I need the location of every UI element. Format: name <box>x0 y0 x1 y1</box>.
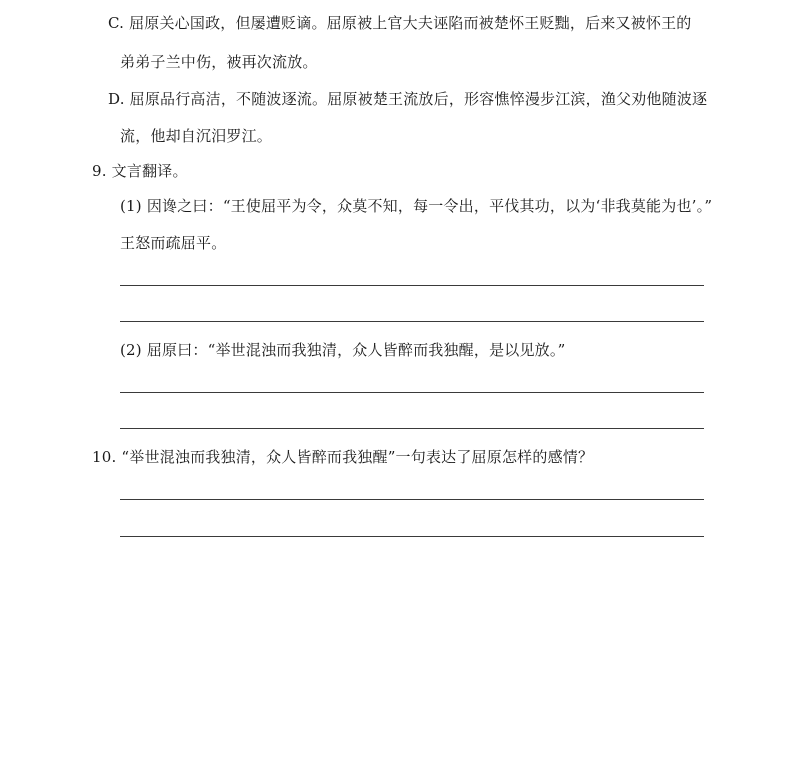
answer-line-9-2a[interactable] <box>120 392 704 393</box>
answer-line-9-1b[interactable] <box>120 321 704 322</box>
option-d-line-2: 流，他却自沉汨罗江。 <box>120 127 273 145</box>
option-d-line-1: D. 屈原品行高洁，不随波逐流。屈原被楚王流放后，形容憔悴漫步江滨，渔父劝他随波逐 <box>108 90 708 108</box>
option-c-line-1: C. 屈原关心国政，但屡遭贬谪。屈原被上官大夫诬陷而被楚怀王贬黜，后来又被怀王的 <box>108 14 692 32</box>
question-9-part-1-line-2: 王怒而疏屈平。 <box>120 234 227 252</box>
question-10-title: 10. “举世混浊而我独清，众人皆醉而我独醒”一句表达了屈原怎样的感情？ <box>92 448 594 466</box>
answer-line-10b[interactable] <box>120 536 704 537</box>
question-9-part-1-line-1: (1) 因谗之曰：“王使屈平为令，众莫不知，每一令出，平伐其功，以为‘非我莫能为也’。” <box>120 197 713 215</box>
answer-line-10a[interactable] <box>120 499 704 500</box>
option-c-line-2: 弟弟子兰中伤，被再次流放。 <box>120 53 318 71</box>
question-9-title: 9. 文言翻译。 <box>92 162 188 180</box>
answer-line-9-1a[interactable] <box>120 285 704 286</box>
answer-line-9-2b[interactable] <box>120 428 704 429</box>
question-9-part-2-line-1: (2) 屈原曰：“举世混浊而我独清，众人皆醉而我独醒，是以见放。” <box>120 341 566 359</box>
